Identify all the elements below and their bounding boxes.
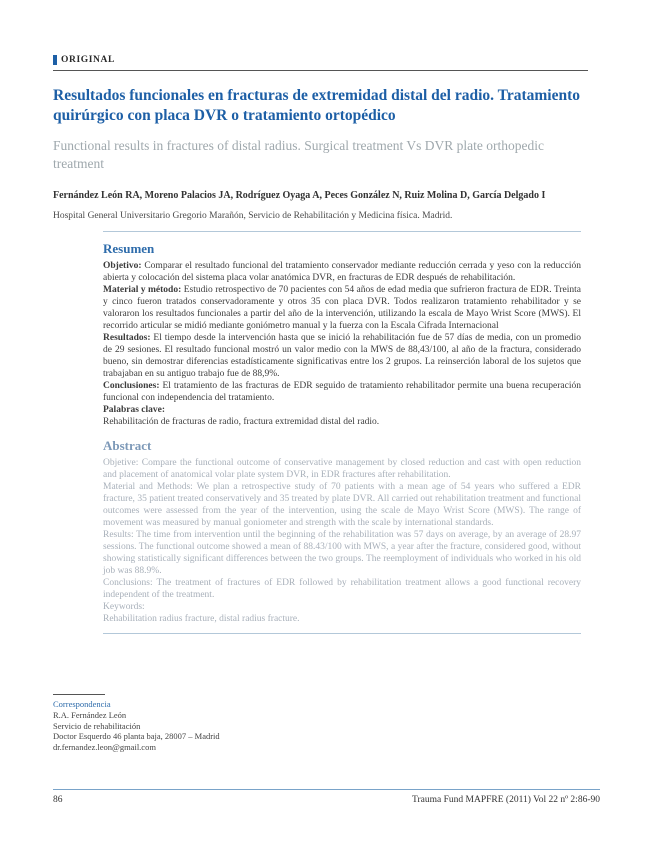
article-title-english: Functional results in fractures of distal radius. Surgical treatment Vs DVR plate orthopedic treatment: [53, 138, 545, 172]
correspondence-divider: [53, 694, 105, 695]
footer-divider: [53, 789, 600, 790]
resumen-objetivo: [103, 260, 581, 284]
resumen-heading: Resumen: [103, 241, 155, 256]
section-header: [53, 55, 115, 65]
abstract-objective-text: Compare the functional outcome of conservative management by closed reduction and cast with open reduction and placement of anatomical volar plate system DVR, in EDR fractures after rehabilitation.: [103, 458, 581, 480]
resumen-material-text: Estudio retrospectivo de 70 pacientes con 54 años de edad media que sufrieron fractura de EDR. Treinta y cinco fueron tratados conservadoramente y otros 35 con placa DVR. Todos realizaron tratamiento rehabilitador y se valoraron los resultados funcionales a partir del año de la intervención, utilizando la escala de Mayo Wrist Score (MWS). El recorrido articular se midió mediante goniómetro manual y la fuerza con la Escala Cifrada Internacional: [103, 285, 581, 331]
abstract-heading: Abstract: [103, 438, 152, 453]
resumen-resultados-text: El tiempo desde la intervención hasta que se inició la rehabilitación fue de 57 días de media, con un promedio de 29 sesiones. El resultado funcional mostró un valor medio con la MWS de 88,43/100, al año de la fractura, considerado bueno, sin demostrar diferencias estadísticamente significativas entre los 2 grupos. La reinserción laboral de los sujetos que trabajaban en su antiguo trabajo fue de 88,9%.: [103, 333, 581, 379]
section-marker-icon: [53, 55, 57, 65]
correspondence-name: R.A. Fernández León: [53, 710, 127, 720]
page-footer: [53, 795, 600, 805]
abstract-results-label: Results:: [103, 530, 134, 540]
abstract-results: [103, 529, 581, 577]
abstract-keywords-label-line: Keywords:: [103, 602, 145, 612]
correspondence-block: [53, 694, 353, 752]
header-divider: [53, 70, 588, 71]
page-number: 86: [53, 795, 63, 805]
abstract-methods-label: Material and Methods:: [103, 482, 193, 492]
abstract-objective: [103, 457, 581, 481]
resumen-conclusiones-text: El tratamiento de las fracturas de EDR seguido de tratamiento rehabilitador permite una buena recuperación funcional con independencia del tratamiento.: [103, 381, 581, 403]
abstract-keywords-line: Rehabilitation radius fracture, distal radius fracture.: [103, 614, 300, 624]
abstract-block: [103, 231, 581, 634]
correspondence-service: Servicio de rehabilitación: [53, 720, 141, 731]
abstract-methods: [103, 481, 581, 529]
section-label: ORIGINAL: [61, 55, 115, 65]
resumen-palabras-clave: [103, 404, 581, 416]
abstract-methods-text: We plan a retrospective study of 70 patients with a mean age of 54 years who suffered a EDR fracture, 35 patient treated conservatively and 35 treated by plate DVR. All carried out rehabilitation treatment and functional outcomes were assessed from the year of the intervention, using the scale de Mayo Wrist Score (MWS). The range of movement was measured by manual goniometer and strength with the scale by international standards.: [103, 482, 581, 528]
abstract-conclusions-label: Conclusions:: [103, 578, 153, 588]
affiliation-line: Hospital General Universitario Gregorio Marañón, Servicio de Rehabilitación y Medicina física. Madrid.: [53, 211, 453, 221]
journal-reference: Trauma Fund MAPFRE (2011) Vol 22 nº 2:86-90: [412, 795, 600, 805]
authors-line: Fernández León RA, Moreno Palacios JA, Rodríguez Oyaga A, Peces González N, Ruiz Molina D, García Delgado I: [53, 190, 546, 201]
abstract-conclusions-text: The treatment of fractures of EDR followed by rehabilitation treatment allows a good functional recovery independent of the treatment.: [103, 578, 581, 600]
resumen-resultados: [103, 332, 581, 380]
abstract-results-text: The time from intervention until the beginning of the rehabilitation was 57 days on average, by an average of 28.97 sessions. The functional outcome showed a mean of 88.43/100 with MWS, a year after the fracture, considered good, without showing statistically significant differences between the two groups. The reemployment of individuals who worked in his old job was 88.9%.: [103, 530, 581, 576]
abstract-bottom-divider: [103, 633, 581, 634]
correspondence-email: dr.fernandez.leon@gmail.com: [53, 741, 156, 752]
correspondence-address: Doctor Esquerdo 46 planta baja, 28007 – Madrid: [53, 731, 220, 741]
resumen-keywords-line: Rehabilitación de fracturas de radio, fractura extremidad distal del radio.: [103, 417, 380, 427]
article-title-spanish: Resultados funcionales en fracturas de extremidad distal del radio. Tratamiento quirúrgico con placa DVR o tratamiento ortopédico: [53, 87, 580, 125]
resumen-conclusiones-label: Conclusiones:: [103, 381, 160, 391]
resumen-objetivo-label: Objetivo:: [103, 261, 142, 271]
abstract-objective-label: Objetive:: [103, 458, 139, 468]
resumen-palabras-clave-label: Palabras clave:: [103, 405, 166, 415]
resumen-conclusiones: [103, 380, 581, 404]
resumen-resultados-label: Resultados:: [103, 333, 151, 343]
abstract-conclusions: [103, 577, 581, 601]
resumen-material: [103, 284, 581, 332]
resumen-material-label: Material y método:: [103, 285, 182, 295]
abstract-top-divider: [103, 231, 581, 232]
correspondence-heading: Correspondencia: [53, 699, 111, 709]
resumen-objetivo-text: Comparar el resultado funcional del tratamiento conservador mediante reducción cerrada y yeso con la reducción abierta y colocación del sistema placa volar anatómica DVR, en fracturas de EDR después de rehabilitación.: [103, 261, 581, 283]
